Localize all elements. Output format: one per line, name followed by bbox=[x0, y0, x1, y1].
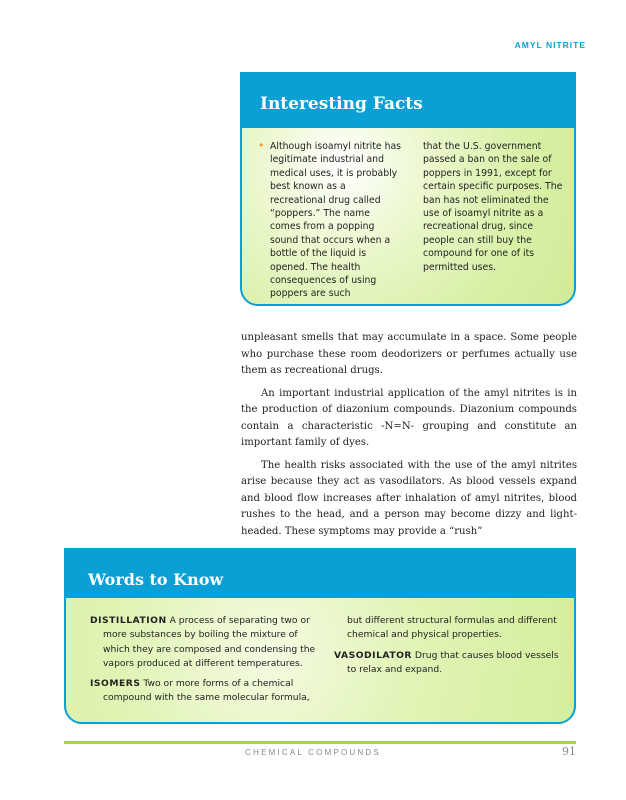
term-vasodilator: VASODILATOR bbox=[334, 649, 412, 661]
page-number: 91 bbox=[562, 745, 576, 758]
term-distillation: DISTILLATION bbox=[90, 615, 167, 626]
term-isomers: ISOMERS bbox=[90, 677, 141, 689]
facts-title: Interesting Facts bbox=[260, 94, 423, 114]
definition-distillation bbox=[90, 614, 316, 672]
footer-book-title: CHEMICAL COMPOUNDS bbox=[245, 748, 381, 757]
facts-body bbox=[258, 140, 566, 301]
facts-text-1: Although isoamyl nitrite has legitimate industrial and medical uses, it is probably best known as a recreational drug called “poppers.” The name comes from a popping sound that occurs when a bottle of the liquid is opened. The health consequences of using poppers are such bbox=[270, 141, 401, 300]
running-head: AMYL NITRITE bbox=[514, 40, 586, 50]
facts-column-2 bbox=[423, 140, 566, 301]
words-to-know-box bbox=[64, 548, 576, 724]
def-vasodilator-text: Drug that causes blood vessels to relax and expand. bbox=[347, 649, 559, 676]
words-column-2 bbox=[334, 614, 560, 710]
facts-title-bar bbox=[242, 74, 574, 128]
words-title: Words to Know bbox=[88, 570, 224, 589]
body-text bbox=[241, 330, 577, 540]
definition-isomers bbox=[90, 677, 316, 706]
definition-isomers-continued bbox=[334, 614, 560, 643]
footer-rule bbox=[64, 741, 576, 744]
facts-text-2: that the U.S. government passed a ban on the sale of poppers in 1991, except for certain specific purposes. The ban has not eliminated the use of isoamyl nitrite as a recreational drug, since people can still buy the compound for one of its permitted uses. bbox=[423, 141, 563, 273]
words-title-bar bbox=[66, 550, 574, 598]
paragraph-1: unpleasant smells that may accumulate in a space. Some people who purchase these room deodorizers or perfumes actually use them as recreational drugs. bbox=[241, 332, 577, 376]
words-body bbox=[90, 614, 560, 710]
words-column-1 bbox=[90, 614, 316, 710]
interesting-facts-box bbox=[240, 72, 576, 306]
paragraph-2: An important industrial application of the amyl nitrites is in the production of diazonium compounds. Diazonium compounds contain a characteristic -N=N- grouping and constitute an important family of dyes. bbox=[241, 387, 577, 448]
def-isomers-text-a: Two or more forms of a chemical compound with the same molecular formula, bbox=[103, 677, 310, 704]
def-distillation-text: A process of separating two or more substances by boiling the mixture of which they are composed and condensing the vapors produced at different temperatures. bbox=[103, 615, 316, 670]
def-isomers-text-b: but different structural formulas and different chemical and physical properties. bbox=[347, 615, 557, 641]
paragraph-3: The health risks associated with the use of the amyl nitrites arise because they act as vasodilators. As blood vessels expand and blood flow increases after inhalation of amyl nitrites, blood rushes to the head, and a person may become dizzy and light-headed. These symptoms may provide a “rush” bbox=[241, 459, 577, 537]
facts-column-1 bbox=[258, 140, 401, 301]
bullet-icon: • bbox=[258, 139, 265, 152]
definition-vasodilator bbox=[334, 649, 560, 678]
